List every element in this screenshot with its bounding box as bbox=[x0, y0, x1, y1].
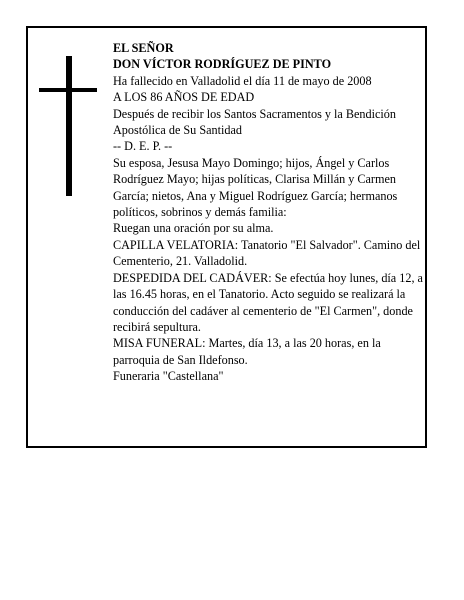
rip-line: -- D. E. P. -- bbox=[113, 139, 173, 154]
cross-horizontal-bar bbox=[39, 88, 97, 92]
death-notice: Ha fallecido en Valladolid el día 11 de mayo de 2008 bbox=[113, 73, 372, 88]
farewell-label: DESPEDIDA DEL CADÁVER bbox=[113, 270, 269, 285]
chapel-label: CAPILLA VELATORIA bbox=[113, 237, 235, 252]
funeral-home-line: Funeraria "Castellana" bbox=[113, 369, 224, 384]
title-line-1: EL SEÑOR bbox=[113, 41, 174, 55]
farewell-text: : Se efectúa hoy lunes, día 12, a las 16.45 horas, en el Tanatorio. Acto seguido se realizará la conducción del cadáver al cementerio de "El Carmen", donde recibirá sepultura. bbox=[113, 270, 423, 334]
chapel-text: : Tanatorio "El Salvador". Camino del Cementerio, 21. Valladolid. bbox=[113, 237, 421, 269]
farewell-paragraph bbox=[113, 270, 423, 336]
age-line: A LOS 86 AÑOS DE EDAD bbox=[113, 90, 255, 105]
family-paragraph: Su esposa, Jesusa Mayo Domingo; hijos, Ángel y Carlos Rodríguez Mayo; hijas políticas, Clarisa Millán y Carmen García; nietos, Ana y Miguel Rodríguez García; hermanos políticos, sobrinos y demás familia: bbox=[113, 155, 398, 220]
deceased-name: DON VÍCTOR RODRÍGUEZ DE PINTO bbox=[113, 57, 332, 72]
mass-paragraph bbox=[113, 335, 423, 368]
chapel-paragraph bbox=[113, 237, 423, 270]
mass-label: MISA FUNERAL bbox=[113, 336, 203, 351]
obituary-card bbox=[26, 26, 427, 448]
cross-vertical-bar bbox=[66, 56, 72, 196]
sacraments-line: Después de recibir los Santos Sacramentos y la Bendición Apostólica de Su Santidad bbox=[113, 106, 396, 138]
obituary-text bbox=[113, 40, 423, 385]
mass-text: : Martes, día 13, a las 20 horas, en la parroquia de San Ildefonso. bbox=[113, 336, 381, 367]
prayer-line: Ruegan una oración por su alma. bbox=[113, 221, 274, 236]
